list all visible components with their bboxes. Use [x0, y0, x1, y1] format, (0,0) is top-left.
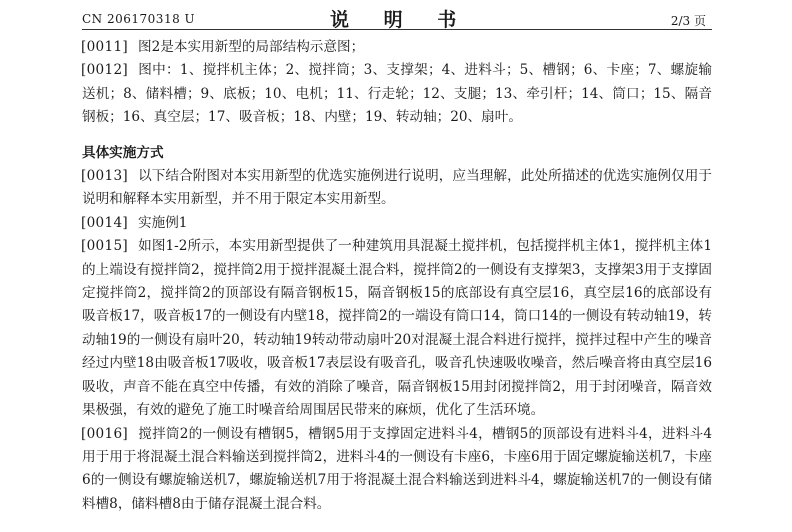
paragraph-number: [0011] — [81, 39, 129, 55]
document-body — [82, 36, 712, 516]
page-header — [0, 0, 792, 31]
paragraph-0014 — [82, 212, 712, 235]
paragraph-text: 图中：1、搅拌机主体；2、搅拌筒；3、支撑架；4、进料斗；5、槽钢；6、卡座；7、螺旋输送机；8、储料槽；9、底板；10、电机；11、行走轮；12、支腿；13、牵引杆；14、筒口；15、隔音钢板；16、真空层；17、吸音板；18、内壁；19、转动轴；20、扇叶。 — [82, 62, 712, 126]
document-title: 说 明 书 — [330, 9, 471, 31]
paragraph-text: 以下结合附图对本实用新型的优选实施例进行说明，应当理解，此处所描述的优选实施例仅用于说明和解释本实用新型，并不用于限定本实用新型。 — [82, 168, 712, 208]
paragraph-0013 — [82, 165, 712, 212]
paragraph-number: [0013] — [81, 168, 129, 185]
paragraph-number: [0012] — [81, 62, 129, 79]
paragraph-0012 — [82, 59, 712, 129]
section-heading: 具体实施方式 — [82, 144, 164, 161]
patent-number: CN 206170318 U — [82, 12, 196, 26]
paragraph-number: [0014] — [81, 214, 129, 231]
paragraph-text: 实施例1 — [138, 214, 188, 231]
page-indicator: 2/3 页 — [670, 14, 706, 28]
paragraph-0015 — [82, 235, 712, 422]
paragraph-0016 — [82, 423, 712, 517]
paragraph-text: 图2是本实用新型的局部结构示意图； — [138, 39, 365, 55]
paragraph-0011 — [82, 36, 712, 59]
paragraph-number: [0015] — [81, 238, 129, 255]
paragraph-text: 如图1-2所示，本实用新型提供了一种建筑用具混凝土搅拌机，包括搅拌机主体1，搅拌机主体1的上端设有搅拌筒2，搅拌筒2用于搅拌混凝土混合料，搅拌筒2的一侧设有支撑架3，支撑架3用于支撑固定搅拌筒2，搅拌筒2的顶部设有隔音钢板15，隔音钢板15的底部设有真空层16，真空层16的底部设有吸音板17，吸音板17的一侧设有内壁18，搅拌筒2的一端设有筒口14，筒口14的一侧设有转动轴19，转动轴19的一侧设有扇叶20，转动轴19转动带动扇叶20对混凝土混合料进行搅拌，搅拌过程中产生的噪音经过内壁18由吸音板17吸收，吸音板17表层设有吸音孔，吸音孔快速吸收噪音，然后噪音将由真空层16吸收，声音不能在真空中传播，有效的消除了噪音，隔音钢板15用封闭搅拌筒2，用于封闭噪音，隔音效果极强，有效的避免了施工时噪音给周围居民带来的麻烦，优化了生活环境。 — [82, 238, 712, 419]
paragraph-text: 搅拌筒2的一侧设有槽钢5，槽钢5用于支撑固定进料斗4，槽钢5的顶部设有进料斗4，进料斗4用于用于将混凝土混合料输送到搅拌筒2，进料斗4的一侧设有卡座6，卡座6用于固定螺旋输送机7，卡座6的一侧设有螺旋输送机7，螺旋输送机7用于将混凝土混合料输送到进料斗4，螺旋输送机7的一侧设有储料槽8，储料槽8由于储存混凝土混合料。 — [82, 425, 712, 512]
paragraph-number: [0016] — [81, 425, 129, 442]
header-divider — [82, 29, 712, 30]
